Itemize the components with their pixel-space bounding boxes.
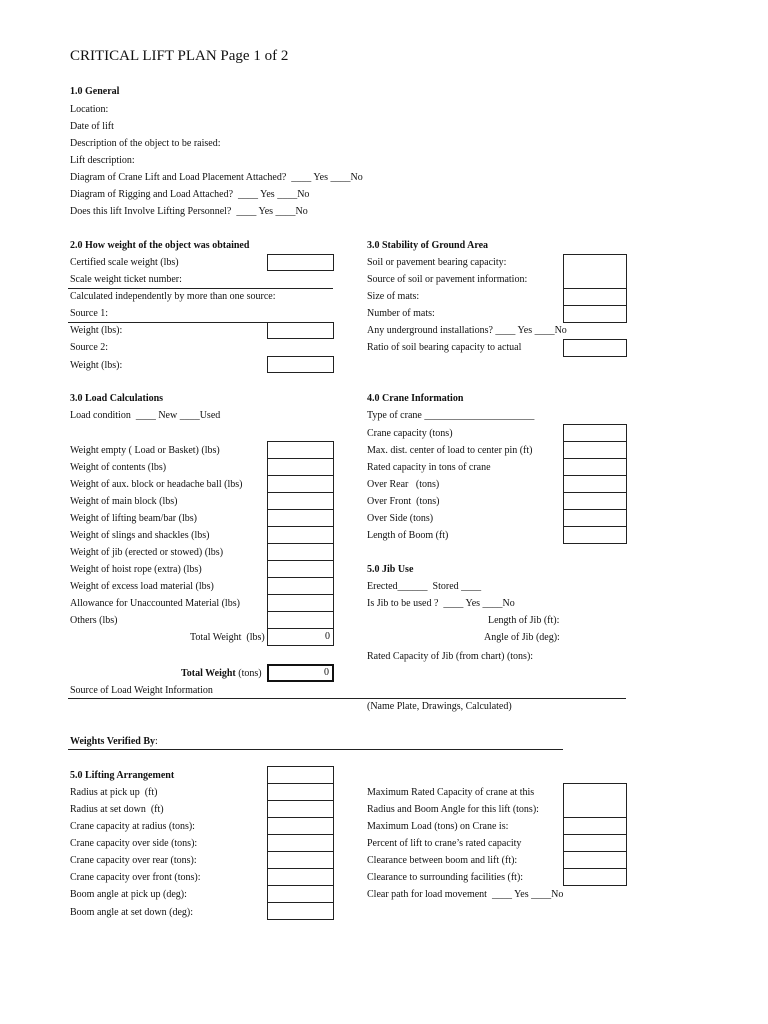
lift-clearance-boom-label: Clearance between boom and lift (ft): bbox=[367, 855, 518, 866]
load-field-slings[interactable] bbox=[267, 526, 334, 544]
crane-type-label: Type of crane ______________________ bbox=[367, 410, 535, 421]
load-line-excess: Weight of excess load material (lbs) bbox=[70, 581, 214, 592]
lift-radius-setdown-label: Radius at set down (ft) bbox=[70, 804, 164, 815]
crane-rated-capacity-field[interactable] bbox=[563, 458, 627, 476]
general-diagram-rigging-question: Diagram of Rigging and Load Attached? ____ Yes ____No bbox=[70, 189, 310, 200]
load-field-excess[interactable] bbox=[267, 577, 334, 595]
lift-capacity-radius-field[interactable] bbox=[267, 817, 334, 835]
load-field-aux-block[interactable] bbox=[267, 475, 334, 493]
lift-percent-field[interactable] bbox=[563, 834, 627, 852]
load-line-aux-block: Weight of aux. block or headache ball (lbs) bbox=[70, 479, 243, 490]
jib-rated-capacity-label: Rated Capacity of Jib (from chart) (tons): bbox=[367, 651, 534, 662]
total-weight-lbs-label: Total Weight (lbs) bbox=[190, 632, 265, 643]
calculated-independently-label: Calculated independently by more than one source: bbox=[70, 291, 276, 302]
load-line-jib: Weight of jib (erected or stowed) (lbs) bbox=[70, 547, 224, 558]
load-line-others: Others (lbs) bbox=[70, 615, 118, 626]
load-line-lifting-beam: Weight of lifting beam/bar (lbs) bbox=[70, 513, 197, 524]
mat-size-field[interactable] bbox=[563, 288, 627, 306]
weights-verified-line[interactable] bbox=[68, 749, 563, 750]
jib-angle-label: Angle of Jib (deg): bbox=[484, 632, 560, 643]
scale-ticket-label: Scale weight ticket number: bbox=[70, 274, 182, 285]
load-field-allowance[interactable] bbox=[267, 594, 334, 612]
general-diagram-crane-question: Diagram of Crane Lift and Load Placement Attached? ____ Yes ____No bbox=[70, 172, 363, 183]
weights-verified-label-colon: : bbox=[155, 736, 158, 747]
load-field-contents[interactable] bbox=[267, 458, 334, 476]
lift-boom-angle-pickup-label: Boom angle at pick up (deg): bbox=[70, 889, 187, 900]
load-field-others[interactable] bbox=[267, 611, 334, 629]
general-personnel-question: Does this lift Involve Lifting Personnel? ____ Yes ____No bbox=[70, 206, 308, 217]
lift-radius-pickup-label: Radius at pick up (ft) bbox=[70, 787, 158, 798]
total-weight-lbs-field[interactable]: 0 bbox=[267, 628, 334, 646]
soil-ratio-field[interactable] bbox=[563, 339, 627, 357]
crane-over-front-field[interactable] bbox=[563, 492, 627, 510]
lift-capacity-side-field[interactable] bbox=[267, 834, 334, 852]
lift-radius-setdown-field[interactable] bbox=[267, 800, 334, 818]
general-location-label: Location: bbox=[70, 104, 109, 115]
lift-clearance-facilities-label: Clearance to surrounding facilities (ft): bbox=[367, 872, 524, 883]
crane-over-rear-field[interactable] bbox=[563, 475, 627, 493]
bearing-capacity-field[interactable] bbox=[563, 254, 627, 289]
source1-label: Source 1: bbox=[70, 308, 109, 319]
load-field-main-block[interactable] bbox=[267, 492, 334, 510]
lift-capacity-rear-field[interactable] bbox=[267, 851, 334, 869]
source-load-weight-note: (Name Plate, Drawings, Calculated) bbox=[367, 701, 512, 712]
bearing-capacity-label: Soil or pavement bearing capacity: bbox=[367, 257, 507, 268]
jib-used-question: Is Jib to be used ? ____ Yes ____No bbox=[367, 598, 515, 609]
total-weight-tons-label-unit: (tons) bbox=[235, 668, 262, 679]
mat-count-label: Number of mats: bbox=[367, 308, 435, 319]
lift-max-load-label: Maximum Load (tons) on Crane is: bbox=[367, 821, 509, 832]
crane-boom-length-label: Length of Boom (ft) bbox=[367, 530, 449, 541]
load-field-lifting-beam[interactable] bbox=[267, 509, 334, 527]
divider bbox=[68, 698, 626, 699]
certified-scale-weight-label: Certified scale weight (lbs) bbox=[70, 257, 179, 268]
general-date-label: Date of lift bbox=[70, 121, 114, 132]
load-line-allowance: Allowance for Unaccounted Material (lbs) bbox=[70, 598, 240, 609]
section-weight-obtained-heading: 2.0 How weight of the object was obtained bbox=[70, 240, 250, 251]
lift-capacity-side-label: Crane capacity over side (tons): bbox=[70, 838, 198, 849]
section-load-calc-heading: 3.0 Load Calculations bbox=[70, 393, 164, 404]
load-line-weight-empty: Weight empty ( Load or Basket) (lbs) bbox=[70, 445, 220, 456]
total-weight-tons-label-bold: Total Weight bbox=[181, 668, 236, 679]
lift-max-rated-label: Maximum Rated Capacity of crane at this bbox=[367, 787, 535, 798]
total-weight-tons-field[interactable]: 0 bbox=[267, 664, 334, 682]
general-lift-description-label: Lift description: bbox=[70, 155, 135, 166]
weights-verified-label bbox=[70, 736, 158, 748]
lift-field-0[interactable] bbox=[267, 766, 334, 784]
crane-rated-capacity-label: Rated capacity in tons of crane bbox=[367, 462, 491, 473]
lift-radius-pickup-field[interactable] bbox=[267, 783, 334, 801]
load-line-main-block: Weight of main block (lbs) bbox=[70, 496, 178, 507]
section-lifting-heading: 5.0 Lifting Arrangement bbox=[70, 770, 175, 781]
lift-max-load-field[interactable] bbox=[563, 817, 627, 835]
source1-weight-label: Weight (lbs): bbox=[70, 325, 123, 336]
section-jib-heading: 5.0 Jib Use bbox=[367, 564, 414, 575]
lift-clearance-boom-field[interactable] bbox=[563, 851, 627, 869]
load-condition-label: Load condition ____ New ____Used bbox=[70, 410, 221, 421]
source-load-weight-label: Source of Load Weight Information bbox=[70, 685, 213, 696]
lift-boom-angle-setdown-field[interactable] bbox=[267, 902, 334, 920]
crane-over-front-label: Over Front (tons) bbox=[367, 496, 440, 507]
lift-radius-boom-label: Radius and Boom Angle for this lift (tons): bbox=[367, 804, 539, 815]
page-title: CRITICAL LIFT PLAN Page 1 of 2 bbox=[70, 48, 289, 64]
load-field-hoist-rope[interactable] bbox=[267, 560, 334, 578]
soil-ratio-label: Ratio of soil bearing capacity to actual bbox=[367, 342, 522, 353]
soil-source-label: Source of soil or pavement information: bbox=[367, 274, 528, 285]
load-line-contents: Weight of contents (lbs) bbox=[70, 462, 167, 473]
section-general-heading: 1.0 General bbox=[70, 86, 120, 97]
underground-question: Any underground installations? ____ Yes ____No bbox=[367, 325, 567, 336]
section-stability-heading: 3.0 Stability of Ground Area bbox=[367, 240, 489, 251]
crane-over-side-label: Over Side (tons) bbox=[367, 513, 434, 524]
lift-percent-label: Percent of lift to crane’s rated capacity bbox=[367, 838, 522, 849]
lift-capacity-front-field[interactable] bbox=[267, 868, 334, 886]
divider bbox=[68, 288, 333, 289]
jib-erected-stored: Erected______ Stored ____ bbox=[367, 581, 482, 592]
jib-length-label: Length of Jib (ft): bbox=[488, 615, 560, 626]
crane-boom-length-field[interactable] bbox=[563, 526, 627, 544]
total-weight-tons-label bbox=[181, 668, 262, 680]
lift-max-rated-field[interactable] bbox=[563, 783, 627, 818]
lift-boom-angle-setdown-label: Boom angle at set down (deg): bbox=[70, 907, 194, 918]
section-crane-info-heading: 4.0 Crane Information bbox=[367, 393, 464, 404]
crane-max-dist-label: Max. dist. center of load to center pin (ft) bbox=[367, 445, 533, 456]
crane-max-dist-field[interactable] bbox=[563, 441, 627, 459]
source2-weight-label: Weight (lbs): bbox=[70, 360, 123, 371]
lift-clear-path-question: Clear path for load movement ____ Yes ____No bbox=[367, 889, 564, 900]
lift-capacity-radius-label: Crane capacity at radius (tons): bbox=[70, 821, 195, 832]
source2-label: Source 2: bbox=[70, 342, 109, 353]
general-description-label: Description of the object to be raised: bbox=[70, 138, 221, 149]
mat-count-field[interactable] bbox=[563, 305, 627, 323]
weights-verified-label-bold: Weights Verified By bbox=[70, 736, 156, 747]
crane-over-rear-label: Over Rear (tons) bbox=[367, 479, 440, 490]
lift-capacity-rear-label: Crane capacity over rear (tons): bbox=[70, 855, 197, 866]
mat-size-label: Size of mats: bbox=[367, 291, 420, 302]
crane-capacity-label: Crane capacity (tons) bbox=[367, 428, 453, 439]
load-field-weight-empty[interactable] bbox=[267, 441, 334, 459]
source1-weight-field[interactable] bbox=[267, 322, 334, 339]
lift-clearance-facilities-field[interactable] bbox=[563, 868, 627, 886]
crane-capacity-field[interactable] bbox=[563, 424, 627, 442]
certified-scale-weight-field[interactable] bbox=[267, 254, 334, 271]
load-line-slings: Weight of slings and shackles (lbs) bbox=[70, 530, 210, 541]
lift-boom-angle-pickup-field[interactable] bbox=[267, 885, 334, 903]
load-field-jib[interactable] bbox=[267, 543, 334, 561]
load-line-hoist-rope: Weight of hoist rope (extra) (lbs) bbox=[70, 564, 202, 575]
crane-over-side-field[interactable] bbox=[563, 509, 627, 527]
source2-weight-field[interactable] bbox=[267, 356, 334, 373]
lift-capacity-front-label: Crane capacity over front (tons): bbox=[70, 872, 201, 883]
